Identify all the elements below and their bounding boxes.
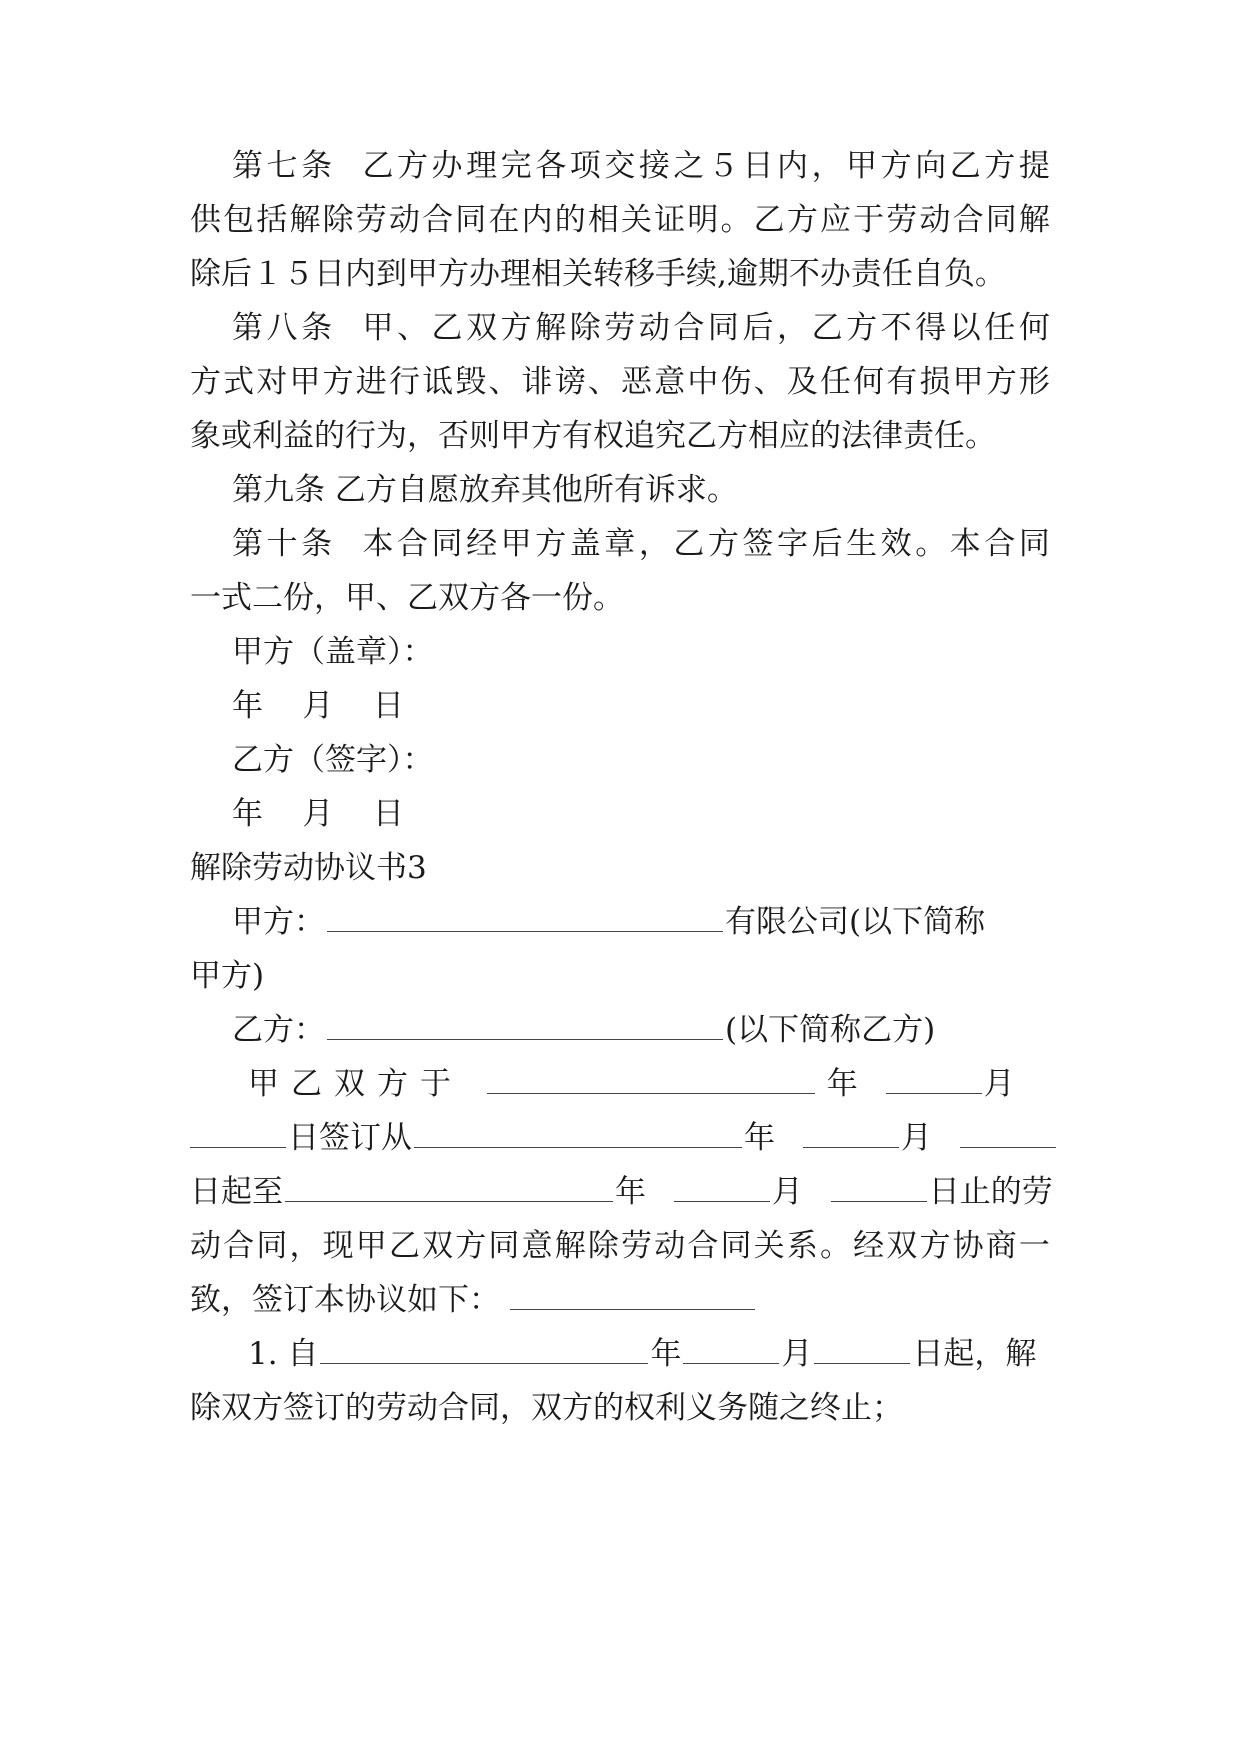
article-8-line-2: 方 式 对 甲 方 进 行 诋 毁 、 诽 谤 、 恶 意 中 伤 、 及 任 何 有 损 甲 方 形 <box>190 364 1050 400</box>
article-7-line-2: 供 包 括 解 除 劳 动 合 同 在 内 的 相 关 证 明 。 乙 方 应 于 劳 动 合 同 解 <box>190 202 1050 238</box>
period-from-line <box>190 1109 1050 1167</box>
party-a-label: 甲方： <box>232 904 325 940</box>
party-a-name-blank <box>327 895 723 932</box>
article-10-line-1: 第 十 条 本 合 同 经 甲 方 盖 章 ， 乙 方 签 字 后 生 效 。 本 合 同 <box>232 526 1050 562</box>
signed-from-label: 日签订从 <box>288 1120 412 1156</box>
year-label: 年 <box>650 1336 682 1372</box>
from-date-blank <box>414 1111 742 1148</box>
item-1-month-blank <box>683 1327 779 1364</box>
article-7-line-3: 除后１５日内到甲方办理相关转移手续,逾期不办责任自负。 <box>190 256 1006 292</box>
year-label: 年 <box>615 1174 646 1210</box>
to-day-blank <box>831 1165 927 1202</box>
agreement-title-3: 解除劳动协议书3 <box>190 850 427 886</box>
item-1-day-blank <box>814 1327 910 1364</box>
agree-intro: 致，签订本协议如下： <box>190 1282 500 1318</box>
party-b-sign-label: 乙方（签字）： <box>232 742 434 778</box>
from-day-blank <box>960 1111 1056 1148</box>
month-label: 月 <box>900 1120 932 1156</box>
article-8-line-1: 第 八 条 甲 、 乙 双 方 解 除 劳 动 合 同 后 ， 乙 方 不 得 以 任 何 <box>232 310 1050 346</box>
party-a-suffix: 有限公司(以下简称 <box>725 904 986 940</box>
signed-intro: 甲乙双方于 <box>248 1066 463 1102</box>
party-a-seal-label: 甲方（盖章）： <box>232 634 434 670</box>
article-9: 第九条 乙方自愿放弃其他所有诉求。 <box>232 472 738 508</box>
party-a-date: 年 月 日 <box>232 688 404 724</box>
period-to-line <box>190 1163 1053 1221</box>
article-8-line-3: 象或利益的行为，否则甲方有权追究乙方相应的法律责任。 <box>190 418 996 454</box>
party-b-label: 乙方： <box>232 1012 325 1048</box>
year-label: 年 <box>826 1066 858 1102</box>
party-a-line <box>232 893 1050 951</box>
item-1-prefix: 1. 自 <box>248 1336 319 1372</box>
party-a-suffix-line: 甲方) <box>190 958 265 994</box>
signed-date-line <box>248 1055 1050 1113</box>
party-b-name-blank <box>327 1003 723 1040</box>
agree-blank <box>510 1273 755 1310</box>
party-b-line <box>232 1001 1050 1059</box>
article-7-line-1: 第 七 条 乙 方 办 理 完 各 项 交 接 之 ５ 日 内 ， 甲 方 向 乙 方 提 <box>232 148 1050 184</box>
party-b-suffix: (以下简称乙方) <box>725 1012 936 1048</box>
until-label: 日止的劳 <box>928 1174 1053 1210</box>
party-b-date: 年 月 日 <box>232 796 404 832</box>
month-label: 月 <box>983 1066 1015 1102</box>
signed-day-blank <box>190 1111 286 1148</box>
from-month-blank <box>803 1111 899 1148</box>
consensus-line: 动 合 同 ， 现 甲 乙 双 方 同 意 解 除 劳 动 合 同 关 系 。 经 双 方 协 商 一 <box>190 1228 1050 1264</box>
signed-month-blank <box>886 1057 982 1094</box>
month-label: 月 <box>771 1174 803 1210</box>
article-10-line-2: 一式二份，甲、乙双方各一份。 <box>190 580 624 616</box>
to-date-blank <box>285 1165 613 1202</box>
from-to-label: 日起至 <box>190 1174 283 1210</box>
to-month-blank <box>674 1165 770 1202</box>
item-1-line-2: 除双方签订的劳动合同，双方的权利义务随之终止； <box>190 1390 903 1426</box>
agree-intro-line <box>190 1271 1050 1329</box>
month-label: 月 <box>781 1336 813 1372</box>
item-1-day-label: 日起，解 <box>912 1336 1037 1372</box>
item-1-date-blank <box>320 1327 648 1364</box>
year-label: 年 <box>744 1120 775 1156</box>
signed-date-blank <box>487 1057 815 1094</box>
item-1-line-1 <box>248 1325 1050 1383</box>
